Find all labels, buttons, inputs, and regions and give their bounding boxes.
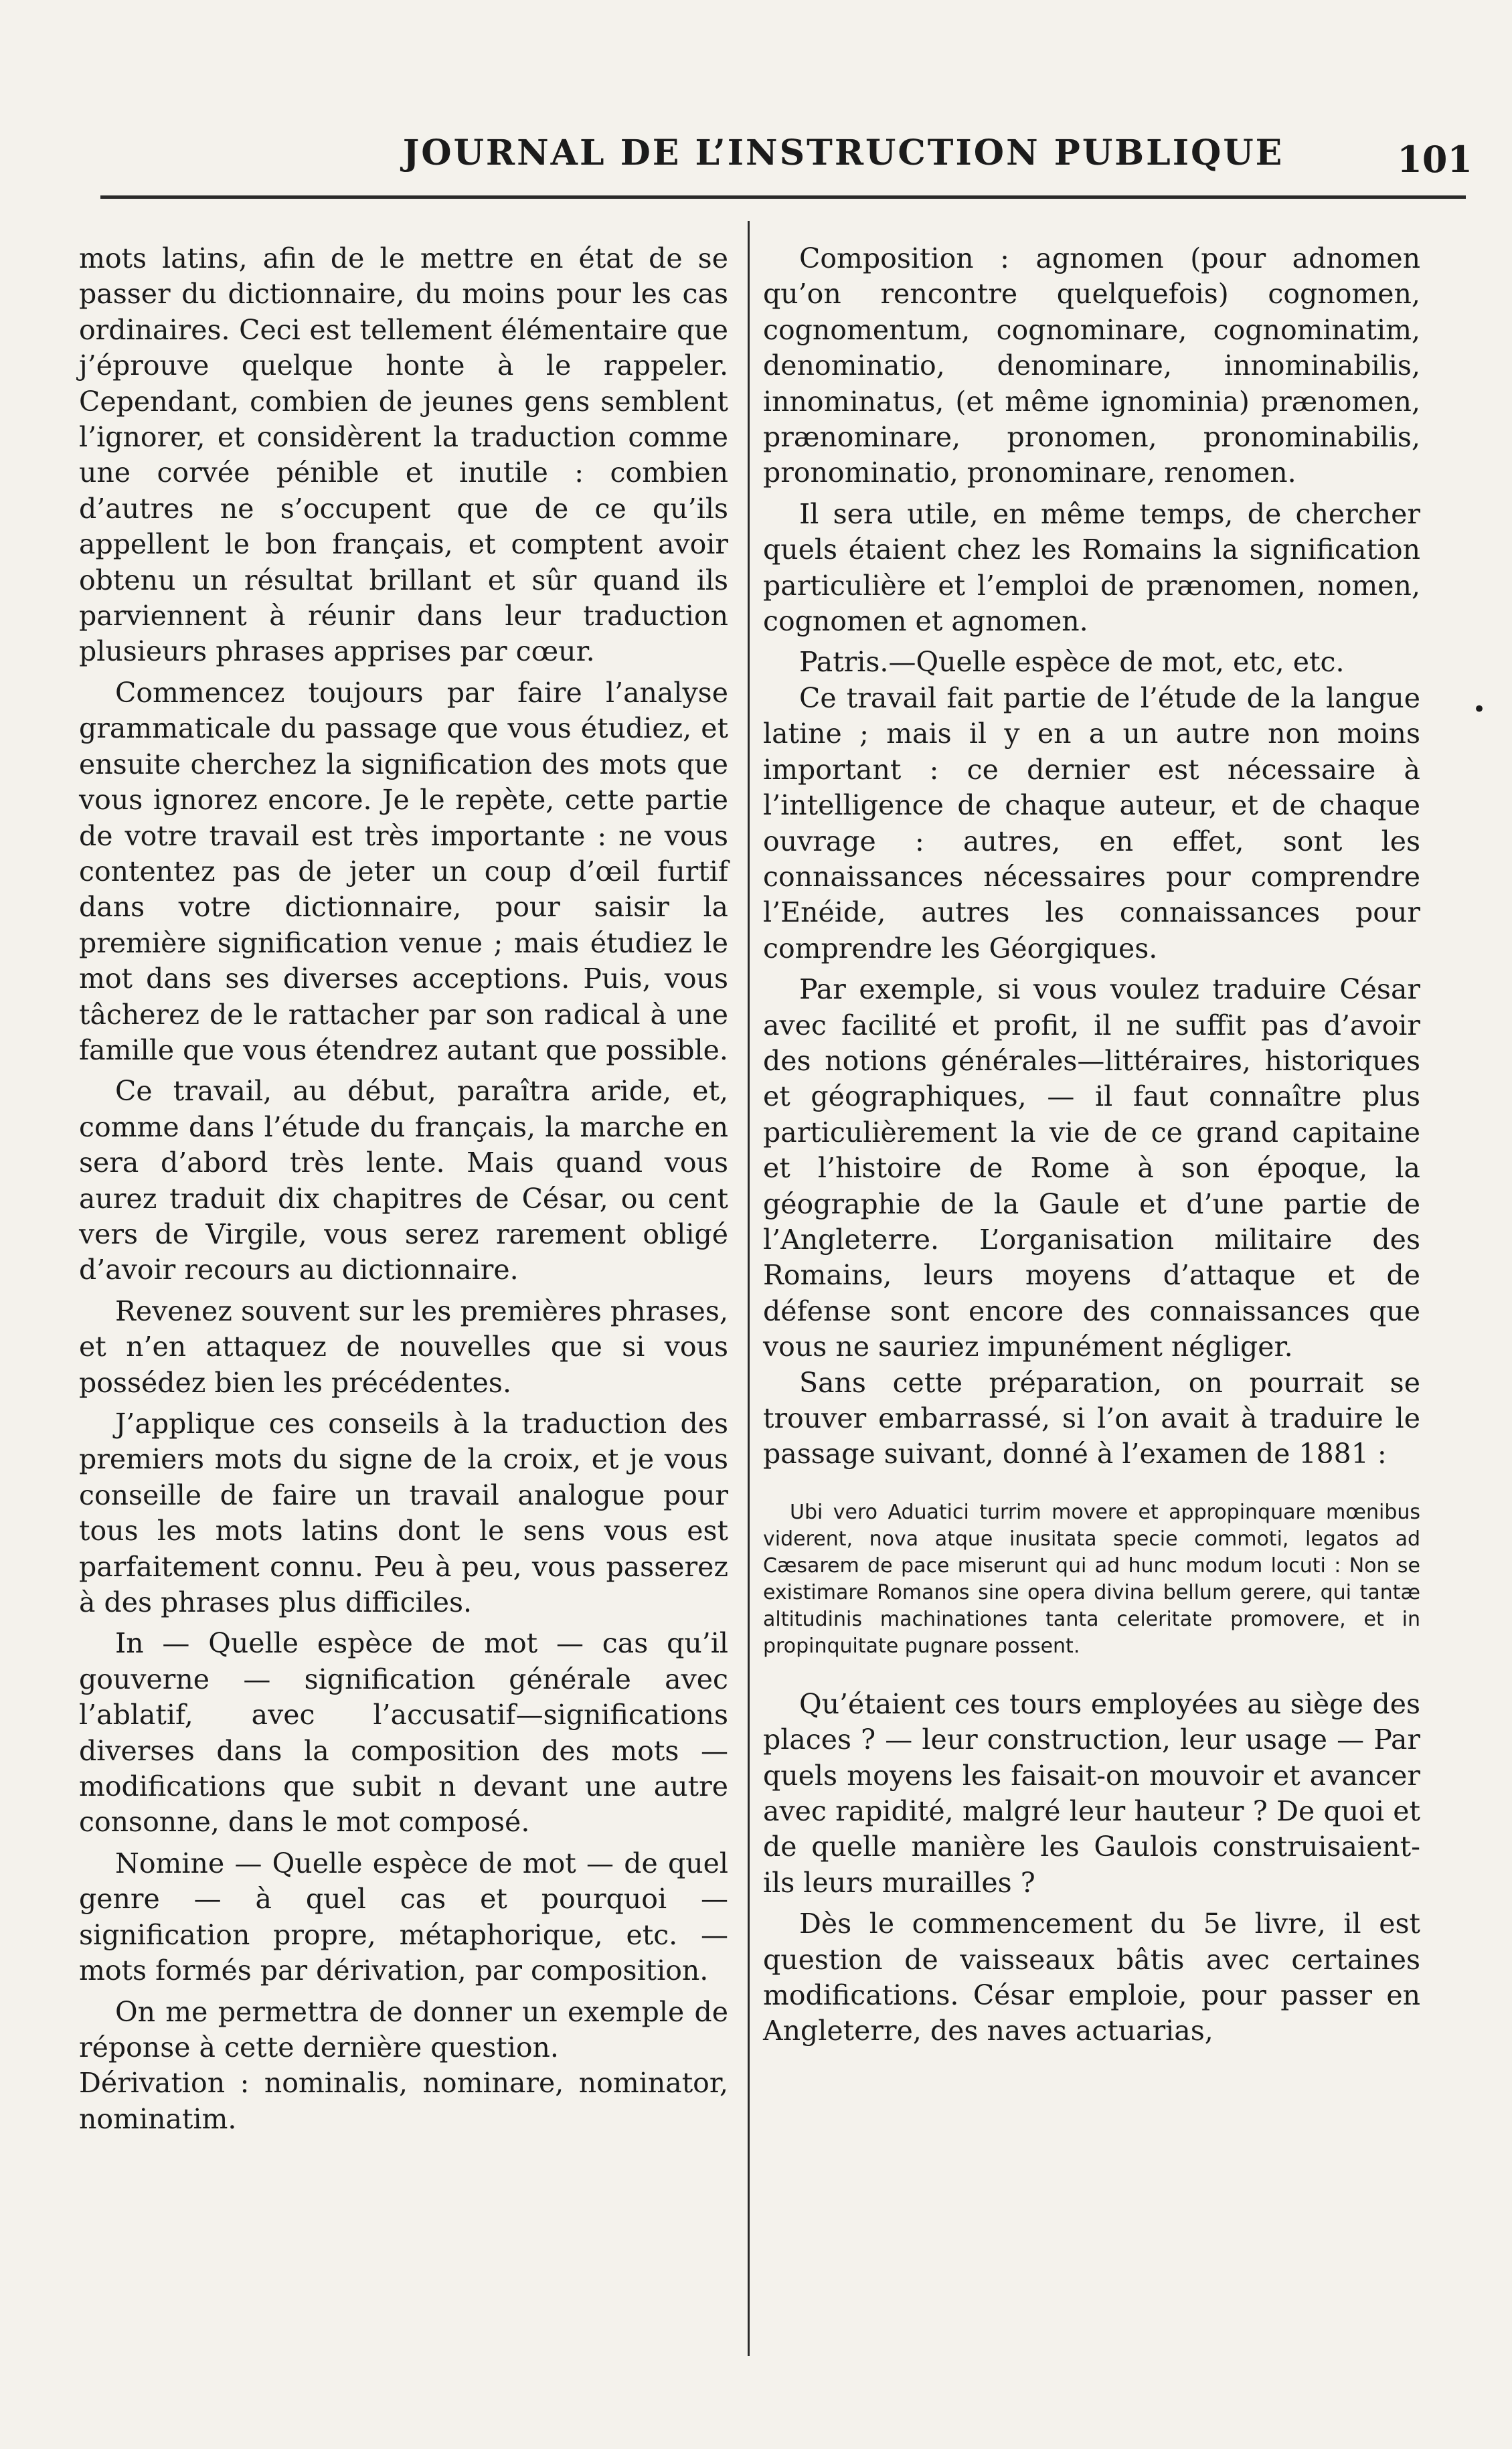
paragraph: Il sera utile, en même temps, de chercher quels étaient chez les Romains la signification particulière et l’emploi de prænomen, nomen, cognomen et agnomen. [763,497,1420,638]
left-column [79,241,728,2137]
paragraph: Qu’étaient ces tours employées au siège des places ? — leur construction, leur usage — Par quels moyens les faisait-on mouvoir et avancer avec rapidité, malgré leur hauteur ? De quoi et de quelle manière les Gaulois construisaient-ils leurs murailles ? [763,1687,1420,1899]
paragraph: mots latins, afin de le mettre en état de se passer du dictionnaire, du moins pour les cas ordinaires. Ceci est tellement élémentaire que j’éprouve quelque honte à le rappeler. Cependant, combien de jeunes gens semblent l’ignorer, et considèrent la traduction comme une corvée pénible et inutile : combien d’autres ne s’occupent que de ce qu’ils appellent le bon français, et comptent avoir obtenu un résultat brillant et sûr quand ils parviennent à réunir dans leur traduction plusieurs phrases apprises par cœur. [79,242,728,668]
paragraph: J’applique ces conseils à la traduction des premiers mots du signe de la croix, et je vous conseille de faire un travail analogue pour tous les mots latins dont le sens vous est parfaitement connu. Peu à peu, vous passerez à des phrases plus difficiles. [79,1408,728,1619]
page-number: 101 [1397,138,1473,181]
right-column [763,241,1420,2049]
paragraph: Patris.—Quelle espèce de mot, etc, etc. [799,646,1345,679]
running-title: JOURNAL DE L’INSTRUCTION PUBLIQUE [402,133,1284,173]
header-rule [100,195,1466,199]
paragraph: Commencez toujours par faire l’analyse grammaticale du passage que vous étudiez, et ensuite cherchez la signification des mots que vous ignorez encore. Je le repète, cette partie de votre travail est très importante : ne vous contentez pas de jeter un coup d’œil furtif dans votre dictionnaire, pour saisir la première signification venue ; mais étudiez le mot dans ses diverses acceptions. Puis, vous tâcherez de le rattacher par son radical à une famille que vous étendrez autant que possible. [79,676,728,1066]
paragraph: Ce travail fait partie de l’étude de la langue latine ; mais il y en a un autre non moins important : ce dernier est nécessaire à l’intelligence de chaque auteur, et de chaque ouvrage : autres, en effet, sont les connaissances nécessaires pour comprendre l’Enéide, autres les connaissances pour comprendre les Géorgiques. [763,681,1420,964]
paragraph: Nomine — Quelle espèce de mot — de quel genre — à quel cas et pourquoi — signification propre, métaphorique, etc. —mots formés par dérivation, par composition. [79,1847,728,1987]
paragraph: Par exemple, si vous voulez traduire César avec facilité et profit, il ne suffit pas d’avoir des notions générales—littéraires, historiques et géographiques, — il faut connaître plus particulièrement la vie de ce grand capitaine et l’histoire de Rome à son époque, la géographie de la Gaule et d’une partie de l’Angleterre. L’organisation militaire des Romains, leurs moyens d’attaque et de défense sont encore des connaissances que vous ne sauriez impunément négliger. [763,973,1420,1363]
paragraph: Revenez souvent sur les premières phrases, et n’en attaquez de nouvelles que si vous possédez bien les précédentes. [79,1294,728,1399]
margin-dot-icon: • [1473,696,1487,723]
paragraph: Composition : agnomen (pour adnomen qu’on rencontre quelquefois) cognomen, cognomentum, cognominare, cognominatim, denominatio, denominare, innominabilis, innominatus, (et même ignominia) prænomen, prænominare, pronomen, pronominabilis, pronominatio, pronominare, renomen. [763,242,1420,489]
quotation-text: Ubi vero Aduatici turrim movere et appropinquare mœnibus viderent, nova atque inusitata specie commoti, legatos ad Cæsarem de pace miserunt qui ad hunc modum locuti : Non se existimare Romanos sine opera divina bellum gerere, qui tantæ altitudinis machinationes tanta celeritate promovere, et in propinquitate pugnare possent. [763,1500,1420,1658]
paragraph: Dès le commencement du 5e livre, il est question de vaisseaux bâtis avec certaines modifications. César emploie, pour passer en Angleterre, des naves actuarias, [763,1908,1420,2047]
paragraph: Sans cette préparation, on pourrait se trouver embarrassé, si l’on avait à traduire le passage suivant, donné à l’examen de 1881 : [763,1366,1420,1470]
paragraph: In — Quelle espèce de mot — cas qu’il gouverne — signification générale avec l’ablatif, avec l’accusatif—significations diverses dans la composition des mots — modifications que subit n devant une autre consonne, dans le mot composé. [79,1627,728,1839]
column-divider [748,221,750,2356]
page-header [80,133,1473,186]
paragraph: Dérivation : nominalis, nominare, nominator, nominatim. [79,2067,728,2135]
paragraph: Ce travail, au début, paraîtra aride, et, comme dans l’étude du français, la marche en sera d’abord très lente. Mais quand vous aurez traduit dix chapitres de César, ou cent vers de Virgile, vous serez rarement obligé d’avoir recours au dictionnaire. [79,1075,728,1286]
latin-quotation [763,1499,1420,1660]
paragraph: On me permettra de donner un exemple de réponse à cette dernière question. [79,1995,728,2063]
